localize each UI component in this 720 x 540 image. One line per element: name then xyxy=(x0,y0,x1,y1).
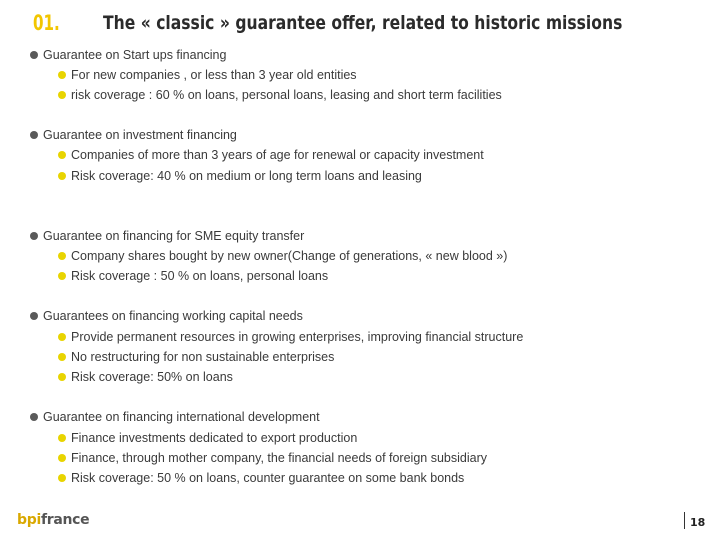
sub-bullet-dot-icon xyxy=(58,434,66,442)
sub-bullet-dot-icon xyxy=(58,454,66,462)
sub-bullet-text: Risk coverage : 50 % on loans, personal loans xyxy=(71,269,329,283)
bullet-heading-text: Guarantee on financing for SME equity transfer xyxy=(43,229,305,243)
sub-bullet-dot-icon xyxy=(58,151,66,159)
page-number: 18 xyxy=(690,516,706,529)
bullet-heading-text: Guarantee on financing international development xyxy=(43,410,320,424)
sub-bullet-text: Risk coverage: 50 % on loans, counter guarantee on some bank bonds xyxy=(71,471,465,485)
sub-bullet-text: No restructuring for non sustainable enterprises xyxy=(71,350,335,364)
sub-bullet-dot-icon xyxy=(58,91,66,99)
bullet-dot-icon xyxy=(30,413,38,421)
sub-bullet-dot-icon xyxy=(58,272,66,280)
slide-number: 01. xyxy=(33,11,60,35)
sub-bullet-dot-icon xyxy=(58,71,66,79)
sub-bullet-dot-icon xyxy=(58,172,66,180)
bullet-heading-text: Guarantee on Start ups financing xyxy=(43,48,227,62)
sub-bullet-dot-icon xyxy=(58,252,66,260)
sub-bullet-text: risk coverage : 60 % on loans, personal loans, leasing and short term facilities xyxy=(71,88,502,102)
sub-bullet-text: Provide permanent resources in growing enterprises, improving financial structure xyxy=(71,330,524,344)
bullet-dot-icon xyxy=(30,131,38,139)
sub-bullet-text: For new companies , or less than 3 year old entities xyxy=(71,68,357,82)
bullet-dot-icon xyxy=(30,51,38,59)
sub-bullet-text: Finance investments dedicated to export production xyxy=(71,431,358,445)
sub-bullet-text: Risk coverage: 50% on loans xyxy=(71,370,233,384)
bpifrance-logo xyxy=(17,512,89,528)
logo-france: france xyxy=(40,512,90,528)
slide-title: The « classic » guarantee offer, related to historic missions xyxy=(103,12,623,34)
sub-bullet-dot-icon xyxy=(58,353,66,361)
page-divider xyxy=(684,512,685,529)
bullet-heading-text: Guarantee on investment financing xyxy=(43,128,237,142)
sub-bullet-text: Risk coverage: 40 % on medium or long term loans and leasing xyxy=(71,169,422,183)
sub-bullet-dot-icon xyxy=(58,333,66,341)
sub-bullet-text: Company shares bought by new owner(Change of generations, « new blood ») xyxy=(71,249,508,263)
sub-bullet-dot-icon xyxy=(58,373,66,381)
sub-bullet-dot-icon xyxy=(58,474,66,482)
bullet-heading-text: Guarantees on financing working capital needs xyxy=(43,309,303,323)
logo-bpi: bpi xyxy=(17,512,41,528)
sub-bullet-text: Companies of more than 3 years of age for renewal or capacity investment xyxy=(71,148,484,162)
bullet-dot-icon xyxy=(30,312,38,320)
sub-bullet-text: Finance, through mother company, the financial needs of foreign subsidiary xyxy=(71,451,487,465)
bullet-dot-icon xyxy=(30,232,38,240)
